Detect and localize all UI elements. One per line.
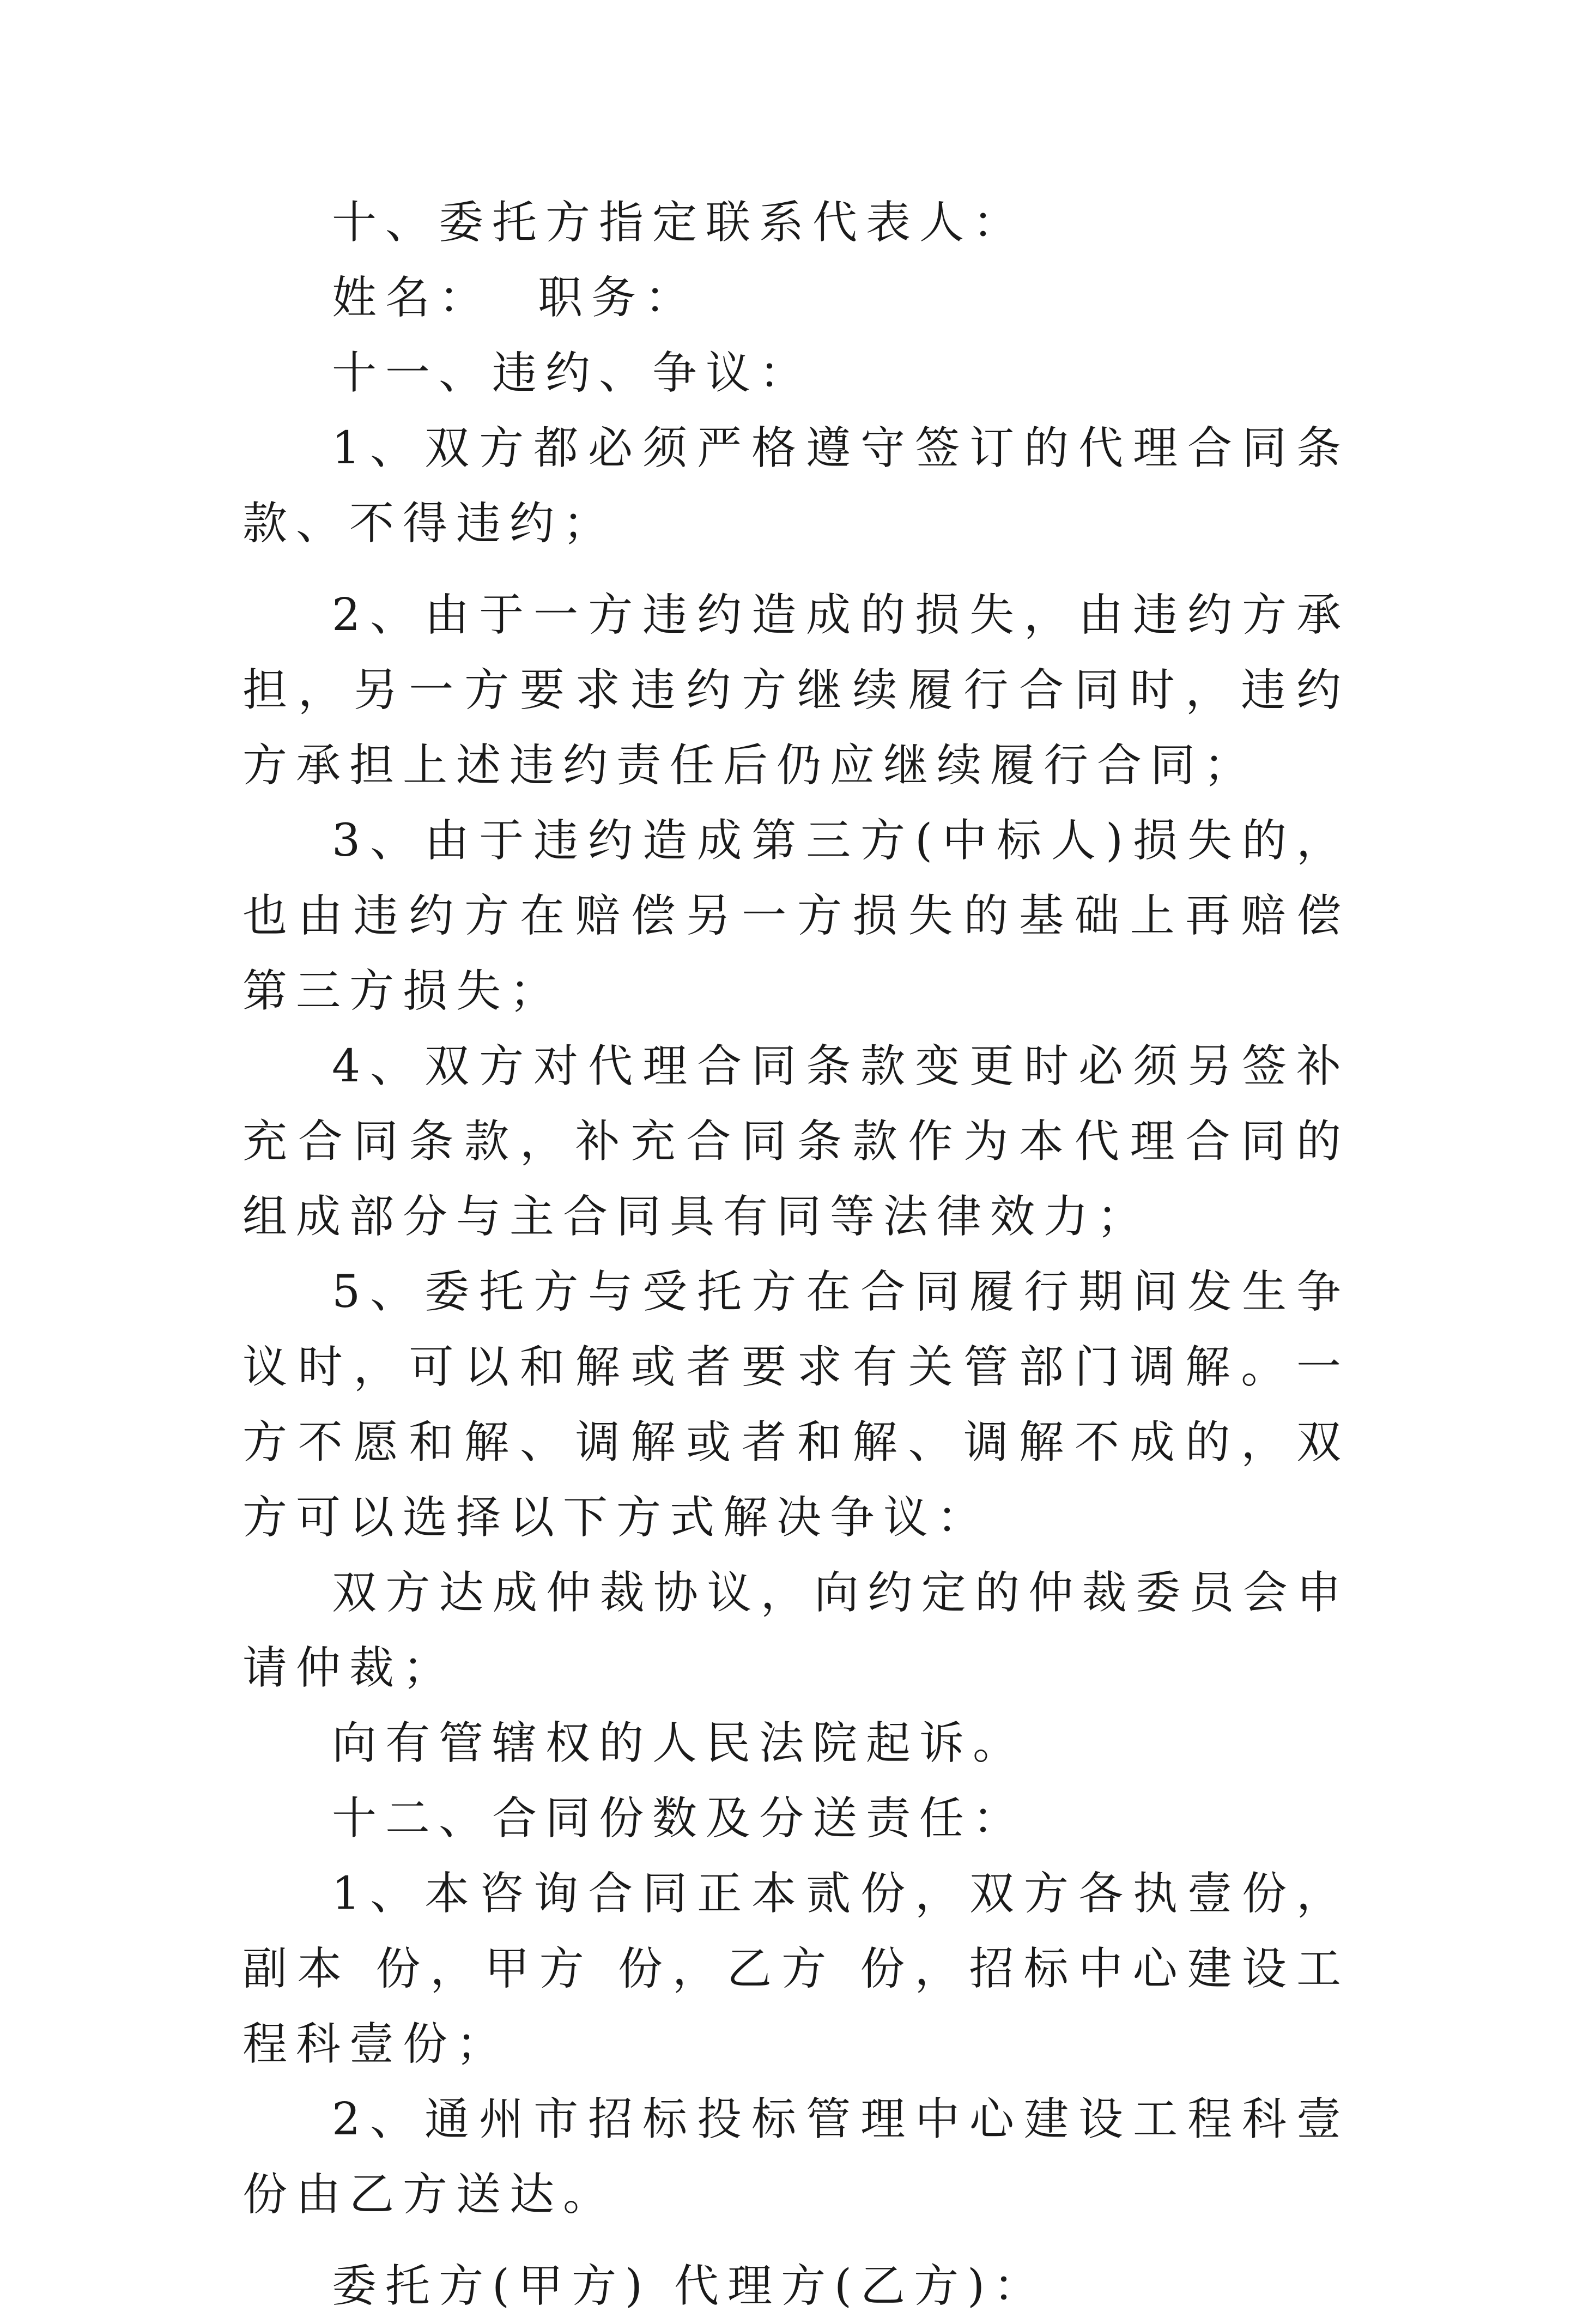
signature-line: 委托方(甲方) 代理方(乙方)：: [332, 2260, 1047, 2312]
clause-12-2: 2、通州市招标投标管理中心建设工程科壹份由乙方送达。: [242, 2093, 1350, 2220]
clause-11-1: 1、双方都必须严格遵守签订的代理合同条款、不得违约；: [242, 422, 1350, 549]
clause-11-3: 3、由于违约造成第三方(中标人)损失的，也由违约方在赔偿另一方损失的基础上再赔偿第三方损失；: [242, 815, 1350, 1017]
section-11-heading: 十一、违约、争议：: [332, 347, 813, 399]
clause-11-4: 4、双方对代理合同条款变更时必须另签补充合同条款，补充合同条款作为本代理合同的组成部分与主合同具有同等法律效力；: [242, 1040, 1350, 1243]
section-10-heading: 十、委托方指定联系代表人：: [332, 197, 1027, 249]
clause-11-2: 2、由于一方违约造成的损失，由违约方承担，另一方要求违约方继续履行合同时，违约方承担上述违约责任后仍应继续履行合同；: [242, 589, 1350, 791]
section-12-heading: 十二、合同份数及分送责任：: [332, 1793, 1027, 1844]
clause-12-1: 1、本咨询合同正本贰份，双方各执壹份，副本 份，甲方 份，乙方 份，招标中心建设工程科壹份；: [242, 1868, 1350, 2070]
dispute-option-arbitration: 双方达成仲裁协议，向约定的仲裁委员会申请仲裁；: [242, 1567, 1350, 1694]
clause-11-5: 5、委托方与受托方在合同履行期间发生争议时，可以和解或者要求有关管部门调解。一方不愿和解、调解或者和解、调解不成的，双方可以选择以下方式解决争议：: [242, 1266, 1350, 1544]
document-page: [242, 185, 1350, 2324]
dispute-option-court: 向有管辖权的人民法院起诉。: [332, 1717, 1027, 1769]
name-title-line: 姓名： 职务：: [332, 272, 699, 324]
